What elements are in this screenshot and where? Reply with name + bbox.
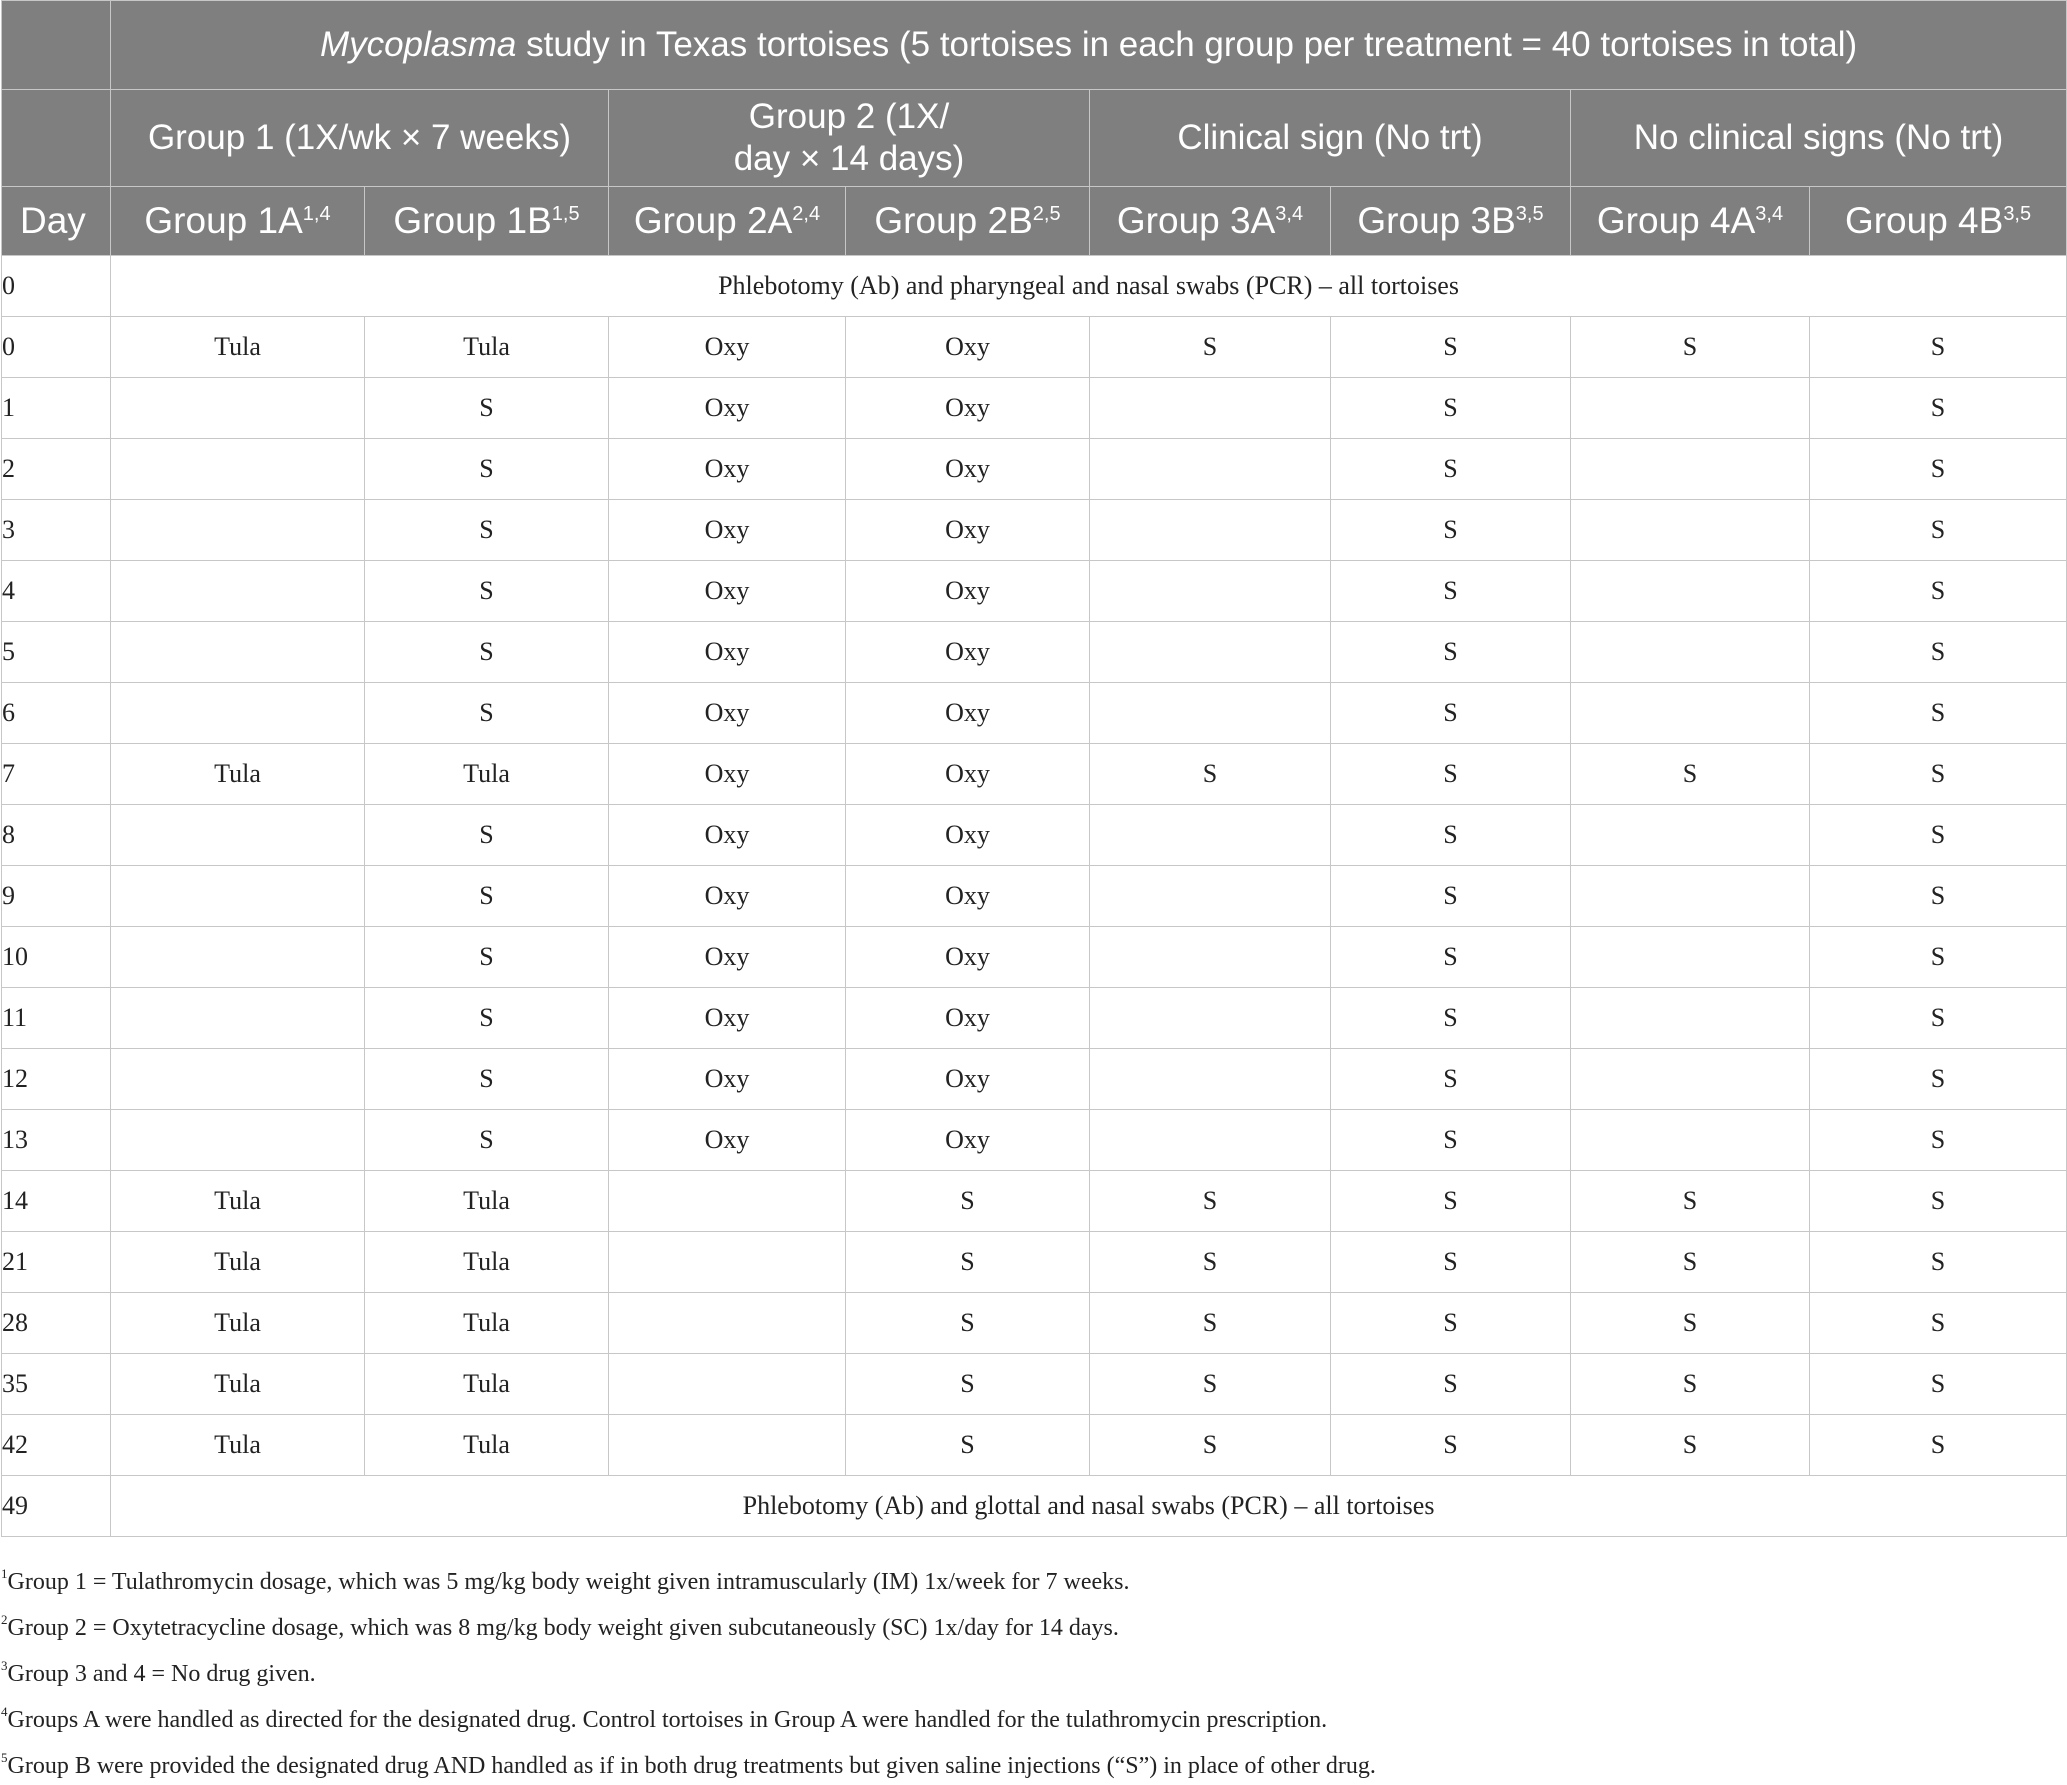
table-row: [2, 805, 2067, 866]
table-cell: [1090, 1110, 1331, 1171]
table-row: [2, 500, 2067, 561]
table-row: [2, 1415, 2067, 1476]
table-cell: [1090, 866, 1331, 927]
table-row: [2, 317, 2067, 378]
table-cell: Oxy: [609, 378, 846, 439]
table-cell: Tula: [111, 1293, 365, 1354]
table-cell: Tula: [365, 1293, 609, 1354]
day-cell: 12: [2, 1049, 111, 1110]
table-cell: Oxy: [609, 1110, 846, 1171]
table-cell: [1571, 500, 1810, 561]
table-cell: Oxy: [609, 683, 846, 744]
table-cell: S: [1331, 683, 1571, 744]
table-cell: [111, 439, 365, 500]
table-cell: S: [846, 1415, 1090, 1476]
clinical-sign-header: Clinical sign (No trt): [1090, 90, 1571, 187]
table-cell: Oxy: [846, 744, 1090, 805]
table-cell: S: [1571, 744, 1810, 805]
table-cell: S: [1571, 1232, 1810, 1293]
table-cell: Oxy: [846, 500, 1090, 561]
table-cell: S: [365, 927, 609, 988]
table-cell: Oxy: [846, 1049, 1090, 1110]
table-cell: S: [1090, 1232, 1331, 1293]
day-cell: 1: [2, 378, 111, 439]
column-header-group-4b: Group $4B^{3,5}$: [1810, 187, 2067, 256]
table-cell: [609, 1293, 846, 1354]
table-row: [2, 1232, 2067, 1293]
table-cell: S: [1810, 683, 2067, 744]
table-cell: [111, 866, 365, 927]
day-cell: 7: [2, 744, 111, 805]
table-cell: S: [1571, 1171, 1810, 1232]
table-cell: [111, 500, 365, 561]
table-cell: S: [1810, 1415, 2067, 1476]
group-1-header: Group 1 (1X/wk × 7 weeks): [111, 90, 609, 187]
table-title: [111, 1, 2067, 90]
table-cell: S: [1571, 1415, 1810, 1476]
table-cell: S: [1090, 1415, 1331, 1476]
table-row: [2, 256, 2067, 317]
table-cell: Oxy: [846, 988, 1090, 1049]
table-cell: [1090, 683, 1331, 744]
table-cell: [1571, 1049, 1810, 1110]
table-cell: [609, 1354, 846, 1415]
table-cell: S: [1331, 1049, 1571, 1110]
table-cell: S: [846, 1232, 1090, 1293]
footnote: $^3$Group 3 and 4 = No drug given.: [1, 1658, 316, 1687]
table-cell: [1571, 622, 1810, 683]
table-cell: S: [365, 866, 609, 927]
table-cell: S: [365, 378, 609, 439]
table-cell: Oxy: [609, 988, 846, 1049]
table-row: [2, 927, 2067, 988]
table-cell: [1571, 439, 1810, 500]
table-cell: S: [365, 988, 609, 1049]
table-cell: S: [1810, 805, 2067, 866]
day-cell: 0: [2, 317, 111, 378]
table-cell: [111, 927, 365, 988]
table-cell: S: [1090, 1293, 1331, 1354]
table-cell: S: [1090, 1171, 1331, 1232]
day-cell: 42: [2, 1415, 111, 1476]
table-cell: S: [1331, 561, 1571, 622]
table-cell: S: [365, 622, 609, 683]
table-cell: Tula: [365, 1354, 609, 1415]
table-cell: Oxy: [846, 317, 1090, 378]
corner-cell: [2, 90, 111, 187]
table-cell: Oxy: [609, 1049, 846, 1110]
table-cell: S: [1090, 744, 1331, 805]
table-cell: Tula: [365, 317, 609, 378]
table-cell: S: [1331, 317, 1571, 378]
day-cell: 28: [2, 1293, 111, 1354]
table-cell: S: [1810, 378, 2067, 439]
day-cell: 0: [2, 256, 111, 317]
table-cell: S: [1331, 1232, 1571, 1293]
table-row: [2, 1476, 2067, 1537]
table-cell: S: [1810, 1049, 2067, 1110]
footnote: $^4$Groups A were handled as directed for the designated drug. Control tortoises in Group A were handled for the tulathromycin prescription.: [1, 1704, 1328, 1733]
table-cell: [111, 378, 365, 439]
day-cell: 10: [2, 927, 111, 988]
group-2-header: Group 2 (1X/ day × 14 days): [609, 90, 1090, 187]
table-cell: S: [1331, 1354, 1571, 1415]
day-cell: 3: [2, 500, 111, 561]
table-cell: Tula: [111, 744, 365, 805]
table-cell: S: [1331, 622, 1571, 683]
table-cell: Oxy: [609, 927, 846, 988]
table-cell: S: [1810, 1110, 2067, 1171]
day-cell: 14: [2, 1171, 111, 1232]
table-row: [2, 683, 2067, 744]
table-row: [2, 1110, 2067, 1171]
column-header-group-2b: Group $2B^{2,5}$: [846, 187, 1090, 256]
table-row: [2, 988, 2067, 1049]
table-cell: S: [1331, 744, 1571, 805]
table-cell: S: [1810, 1293, 2067, 1354]
table-cell: S: [1810, 1354, 2067, 1415]
table-cell: S: [1810, 744, 2067, 805]
table-cell: [1090, 500, 1331, 561]
table-row: [2, 1171, 2067, 1232]
day-cell: 8: [2, 805, 111, 866]
table-cell: [1090, 1049, 1331, 1110]
column-header-group-3b: Group $3B^{3,5}$: [1331, 187, 1571, 256]
table-cell: [1571, 683, 1810, 744]
procedure-cell: Phlebotomy (Ab) and pharyngeal and nasal swabs (PCR) – all tortoises: [111, 256, 2067, 317]
table-cell: [609, 1415, 846, 1476]
table-cell: Tula: [111, 1232, 365, 1293]
table-cell: Oxy: [846, 927, 1090, 988]
table-body: [2, 256, 2067, 1537]
table-cell: S: [1571, 1293, 1810, 1354]
table-cell: S: [365, 561, 609, 622]
table-cell: Oxy: [609, 439, 846, 500]
day-cell: 21: [2, 1232, 111, 1293]
table-cell: Oxy: [609, 805, 846, 866]
table-row: [2, 1049, 2067, 1110]
table-row: [2, 622, 2067, 683]
table-cell: [111, 561, 365, 622]
table-cell: S: [365, 683, 609, 744]
footnote: $^2$Group 2 = Oxytetracycline dosage, which was 8 mg/kg body weight given subcutaneously (SC) 1x/day for 14 days.: [1, 1612, 1119, 1641]
table-cell: Tula: [111, 317, 365, 378]
table-row: [2, 1293, 2067, 1354]
table-row: [2, 439, 2067, 500]
table-cell: S: [1810, 317, 2067, 378]
table-row: [2, 561, 2067, 622]
table-cell: S: [1331, 1415, 1571, 1476]
table-cell: Tula: [111, 1171, 365, 1232]
column-header-row: [2, 187, 2067, 256]
table-cell: S: [846, 1171, 1090, 1232]
table-cell: [111, 683, 365, 744]
day-cell: 2: [2, 439, 111, 500]
table-cell: [1571, 866, 1810, 927]
table-cell: Oxy: [609, 622, 846, 683]
table-cell: S: [1090, 1354, 1331, 1415]
table-cell: Oxy: [846, 683, 1090, 744]
table-cell: S: [1331, 1110, 1571, 1171]
table-cell: S: [1331, 988, 1571, 1049]
table-cell: Oxy: [846, 622, 1090, 683]
table-cell: [1571, 561, 1810, 622]
table-cell: S: [1810, 561, 2067, 622]
day-cell: 6: [2, 683, 111, 744]
corner-cell: [2, 1, 111, 90]
table-cell: [111, 805, 365, 866]
table-cell: [1090, 439, 1331, 500]
day-cell: 9: [2, 866, 111, 927]
table-cell: [111, 622, 365, 683]
column-header-group-1b: Group $1B^{1,5}$: [365, 187, 609, 256]
table-cell: [1571, 1110, 1810, 1171]
table-title-row: [2, 1, 2067, 90]
table-cell: S: [1571, 1354, 1810, 1415]
table-row: [2, 1354, 2067, 1415]
no-clinical-signs-header: No clinical signs (No trt): [1571, 90, 2067, 187]
footnote: $^1$Group 1 = Tulathromycin dosage, which was 5 mg/kg body weight given intramuscularly (IM) 1x/week for 7 weeks.: [1, 1566, 1130, 1595]
title-italic: Mycoplasma: [319, 25, 517, 64]
table-cell: [609, 1171, 846, 1232]
table-cell: [1571, 378, 1810, 439]
table-cell: S: [846, 1354, 1090, 1415]
table-cell: Tula: [365, 1171, 609, 1232]
table-cell: [111, 1049, 365, 1110]
day-cell: 49: [2, 1476, 111, 1537]
table-cell: [111, 1110, 365, 1171]
table-cell: [1090, 805, 1331, 866]
table-cell: S: [365, 1049, 609, 1110]
table-cell: S: [1810, 988, 2067, 1049]
column-header-group-2a: Group $2A^{2,4}$: [609, 187, 846, 256]
column-header-group-1a: Group $1A^{1,4}$: [111, 187, 365, 256]
table-cell: [1090, 561, 1331, 622]
table-cell: [1090, 622, 1331, 683]
day-cell: 35: [2, 1354, 111, 1415]
table-cell: Oxy: [846, 439, 1090, 500]
table-row: [2, 744, 2067, 805]
day-cell: 11: [2, 988, 111, 1049]
table-cell: S: [1810, 500, 2067, 561]
column-header-group-3a: Group $3A^{3,4}$: [1090, 187, 1331, 256]
column-header-group-4a: Group $4A^{3,4}$: [1571, 187, 1810, 256]
table-cell: [1571, 988, 1810, 1049]
day-cell: 5: [2, 622, 111, 683]
table-cell: Oxy: [609, 500, 846, 561]
table-cell: Tula: [365, 1415, 609, 1476]
table-cell: S: [1810, 622, 2067, 683]
table-cell: [1090, 988, 1331, 1049]
table-cell: S: [846, 1293, 1090, 1354]
table-cell: S: [1810, 1232, 2067, 1293]
table-cell: S: [1571, 317, 1810, 378]
table-cell: Tula: [365, 744, 609, 805]
day-cell: 4: [2, 561, 111, 622]
table-cell: S: [1331, 378, 1571, 439]
table-cell: Tula: [111, 1354, 365, 1415]
table-cell: Tula: [111, 1415, 365, 1476]
table-cell: S: [1810, 439, 2067, 500]
table-cell: Oxy: [609, 561, 846, 622]
table-cell: S: [1331, 866, 1571, 927]
table-cell: Oxy: [846, 1110, 1090, 1171]
table-cell: S: [1331, 1293, 1571, 1354]
table-cell: Oxy: [609, 866, 846, 927]
day-cell: 13: [2, 1110, 111, 1171]
table-cell: S: [1331, 439, 1571, 500]
table-cell: Oxy: [846, 805, 1090, 866]
table-cell: [1090, 927, 1331, 988]
table-cell: [1090, 378, 1331, 439]
table-row: [2, 378, 2067, 439]
footnote: $^5$Group B were provided the designated drug AND handled as if in both drug treatments but given saline injections (“S”) in place of other drug.: [1, 1750, 1376, 1779]
table-cell: S: [1810, 866, 2067, 927]
title-rest: study in Texas tortoises (5 tortoises in each group per treatment = 40 tortoises in total): [516, 25, 1858, 64]
footnotes: [1, 1555, 2061, 1785]
treatment-schedule-table: [1, 0, 2067, 1537]
table-row: [2, 866, 2067, 927]
table-cell: S: [1810, 1171, 2067, 1232]
table-cell: S: [1331, 1171, 1571, 1232]
table-cell: [1571, 927, 1810, 988]
table-cell: S: [365, 500, 609, 561]
table-cell: S: [1331, 927, 1571, 988]
table-cell: S: [1810, 927, 2067, 988]
table-cell: S: [1331, 500, 1571, 561]
table-cell: Oxy: [609, 744, 846, 805]
table-cell: [1571, 805, 1810, 866]
table-cell: S: [365, 805, 609, 866]
table-cell: [609, 1232, 846, 1293]
procedure-cell: Phlebotomy (Ab) and glottal and nasal swabs (PCR) – all tortoises: [111, 1476, 2067, 1537]
table-cell: S: [1090, 317, 1331, 378]
table-cell: Oxy: [846, 378, 1090, 439]
table-cell: S: [365, 439, 609, 500]
table-cell: S: [365, 1110, 609, 1171]
table-cell: S: [1331, 805, 1571, 866]
day-header: Day: [2, 187, 111, 256]
table-cell: Oxy: [846, 561, 1090, 622]
group-header-row: [2, 90, 2067, 187]
table-cell: Oxy: [609, 317, 846, 378]
table-cell: Tula: [365, 1232, 609, 1293]
table-cell: Oxy: [846, 866, 1090, 927]
table-cell: [111, 988, 365, 1049]
